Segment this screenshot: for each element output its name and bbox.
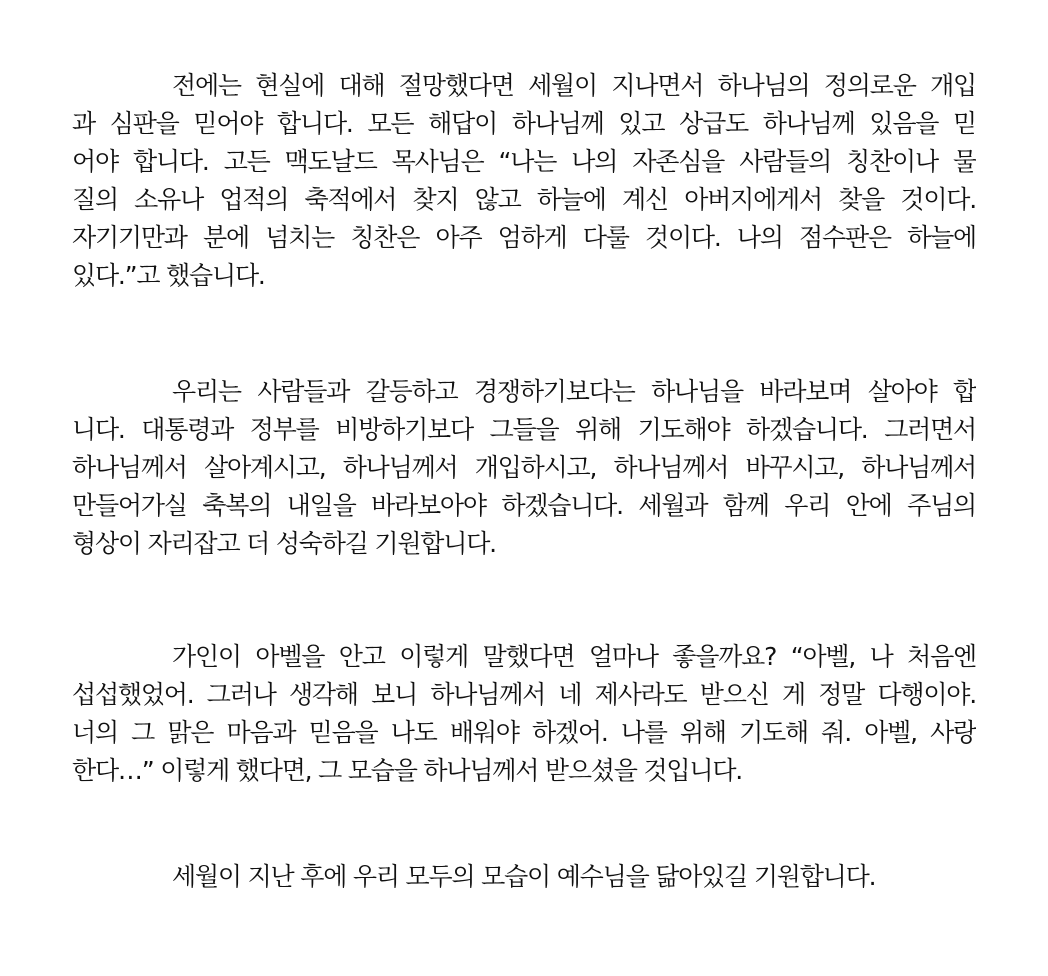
text-line: 너의 그 맑은 마음과 믿음을 나도 배워야 하겠어. 나를 위해 기도해 줘. 아벨, 사랑 — [72, 718, 976, 747]
text-line: 만들어가실 축복의 내일을 바라보아야 하겠습니다. 세월과 함께 우리 안에 주님의 — [72, 491, 976, 520]
text-line: 형상이 자리잡고 더 성숙하길 기원합니다. — [72, 529, 496, 558]
text-line: 어야 합니다. 고든 맥도날드 목사님은 “나는 나의 자존심을 사람들의 칭찬이나 물 — [72, 147, 976, 176]
text-line: 한다…” 이렇게 했다면, 그 모습을 하나님께서 받으셨을 것입니다. — [72, 756, 743, 785]
text-line: 니다. 대통령과 정부를 비방하기보다 그들을 위해 기도해야 하겠습니다. 그러면서 — [72, 415, 976, 444]
text-line: 과 심판을 믿어야 합니다. 모든 해답이 하나님께 있고 상급도 하나님께 있음을 믿 — [72, 109, 976, 138]
paragraph-3 — [72, 638, 976, 790]
paragraph-2 — [72, 373, 976, 563]
text-line: 자기기만과 분에 넘치는 칭찬은 아주 엄하게 다룰 것이다. 나의 점수판은 하늘에 — [72, 223, 976, 252]
paragraph-4 — [72, 858, 976, 896]
text-line: 가인이 아벨을 안고 이렇게 말했다면 얼마나 좋을까요? “아벨, 나 처음엔 — [172, 642, 976, 671]
text-line: 있다.”고 했습니다. — [72, 261, 265, 290]
text-line: 우리는 사람들과 갈등하고 경쟁하기보다는 하나님을 바라보며 살아야 합 — [172, 377, 976, 406]
text-line: 질의 소유나 업적의 축적에서 찾지 않고 하늘에 계신 아버지에게서 찾을 것이다. — [72, 185, 976, 214]
text-line: 섭섭했었어. 그러나 생각해 보니 하나님께서 네 제사라도 받으신 게 정말 다행이야. — [72, 680, 976, 709]
text-line: 하나님께서 살아계시고, 하나님께서 개입하시고, 하나님께서 바꾸시고, 하나님께서 — [72, 453, 976, 482]
text-line: 세월이 지난 후에 우리 모두의 모습이 예수님을 닮아있길 기원합니다. — [172, 862, 876, 891]
text-line: 전에는 현실에 대해 절망했다면 세월이 지나면서 하나님의 정의로운 개입 — [172, 71, 976, 100]
paragraph-1 — [72, 67, 976, 295]
